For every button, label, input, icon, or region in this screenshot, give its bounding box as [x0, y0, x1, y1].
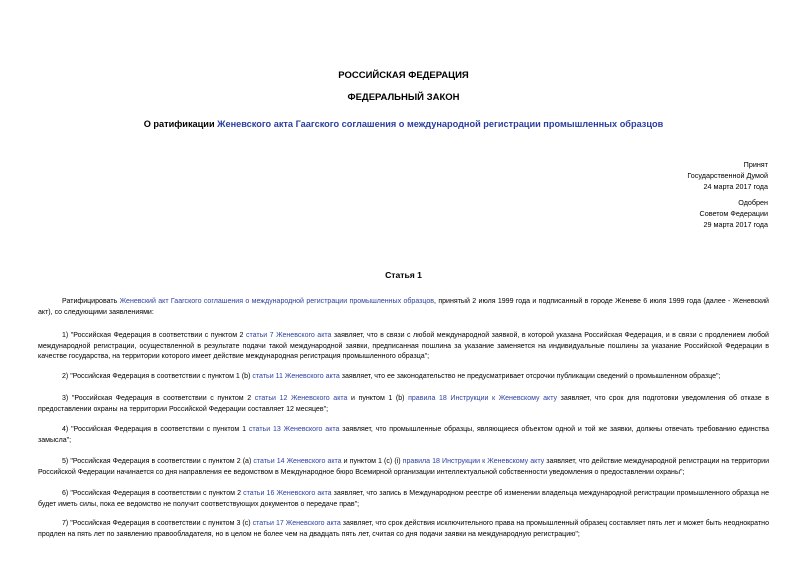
text-run: 5) "Российская Федерация в соответствии с пунктом 2 (a) — [62, 458, 254, 465]
text-run: и пунктом 1 (b) — [347, 395, 409, 402]
paragraph-1 — [38, 331, 769, 363]
adopted-by: Государственной Думой — [687, 171, 768, 180]
adoption-block — [687, 159, 768, 192]
paragraph-6 — [38, 489, 769, 510]
link-geneva-act[interactable]: Женевский акт Гаагского соглашения о международной регистрации промышленных образцов — [119, 298, 435, 305]
law-title — [0, 119, 807, 129]
paragraph-2 — [38, 372, 769, 383]
paragraph-4 — [38, 425, 769, 446]
link-article-7[interactable]: статьи 7 Женевского акта — [245, 332, 332, 339]
adopted-label: Принят — [743, 160, 768, 169]
link-rule-18[interactable]: правила 18 Инструкции к Женевскому акту — [408, 395, 558, 402]
law-title-prefix: О ратификации — [143, 119, 218, 129]
link-article-16[interactable]: статьи 16 Женевского акта — [243, 490, 332, 497]
text-run: , принятый 2 июля 1999 года и подписанный в городе Женеве 6 июля 1999 года (далее - Женевский акт), со следующими заявлениями: — [38, 298, 769, 316]
text-run: 1) "Российская Федерация в соответствии с пунктом 2 — [62, 332, 246, 339]
text-run: заявляет, что действие международной регистрации на территории Российской Федерации начинается со дня направления ее ведомством в Международное бюро Всемирной организации интеллектуальной собственности уведомления о предоставлении охраны"; — [38, 458, 770, 476]
article-heading: Статья 1 — [385, 270, 422, 280]
text-run: заявляет, что срок действия исключительного права на промышленный образец составляет пять лет и может быть неоднократно продлен на пять лет по заявлению правообладателя, но в целом не более чем на двадцать пять лет, считая со дня подачи заявки на международную регистрацию"; — [38, 520, 769, 538]
text-run: Ратифицировать — [62, 298, 120, 305]
text-run: заявляет, что запись в Международном реестре об изменении владельца международной регистрации промышленного образца не будет иметь силы, пока ее ведомство не получит соответствующих документов о передаче прав"; — [38, 490, 769, 508]
adopted-date: 24 марта 2017 года — [703, 182, 768, 191]
text-run: заявляет, что в связи с любой международной заявкой, в которой указана Российская Федерация, и в связи с продлением любой международной регистрации, осуществленной в результате подачи такой международной заявки, предписанная пошлина за указание заменяется на индивидуальные пошлины за указание Российской Федерации в качестве государства, на территории которого имеет действие международная регистрация промышленного образца"; — [38, 332, 769, 361]
approved-by: Советом Федерации — [699, 209, 768, 218]
approved-date: 29 марта 2017 года — [703, 220, 768, 229]
text-run: и пунктом 1 (c) (i) — [341, 458, 403, 465]
text-run: 6) "Российская Федерация в соответствии с пунктом 2 — [62, 490, 244, 497]
paragraph-3 — [38, 394, 769, 415]
link-article-17[interactable]: статьи 17 Женевского акта — [252, 520, 341, 527]
text-run: 3) "Российская Федерация в соответствии с пунктом 2 — [62, 395, 255, 402]
link-article-13[interactable]: статьи 13 Женевского акта — [248, 426, 340, 433]
text-run: заявляет, что срок для подготовки уведомления об отказе в предоставлении охраны на территории Российской Федерации составляет 12 месяцев"; — [38, 395, 770, 413]
approved-label: Одобрен — [738, 198, 768, 207]
text-run: заявляет, что ее законодательство не предусматривает отсрочки публикации сведений о промышленном образце"; — [339, 373, 721, 380]
text-run: заявляет, что промышленные образцы, являющиеся объектом одной и той же заявки, должны отвечать требованию единства замысла"; — [38, 426, 770, 444]
paragraph-5 — [38, 457, 769, 478]
paragraph-7 — [38, 519, 769, 540]
paragraph-intro — [38, 297, 769, 318]
link-article-12[interactable]: статьи 12 Женевского акта — [254, 395, 348, 402]
text-run: 4) "Российская Федерация в соответствии с пунктом 1 — [62, 426, 249, 433]
law-title-link[interactable]: Женевского акта Гаагского соглашения о международной регистрации промышленных образцов — [217, 119, 664, 129]
link-rule-18-b[interactable]: правила 18 Инструкции к Женевскому акту — [402, 458, 545, 465]
text-run: 2) "Российская Федерация в соответствии с пунктом 1 (b) — [62, 373, 253, 380]
country-heading: РОССИЙСКАЯ ФЕДЕРАЦИЯ — [338, 70, 469, 81]
link-article-14[interactable]: статьи 14 Женевского акта — [253, 458, 342, 465]
approval-block — [700, 197, 768, 230]
link-article-11[interactable]: статьи 11 Женевского акта — [252, 373, 340, 380]
text-run: 7) "Российская Федерация в соответствии с пунктом 3 (c) — [62, 520, 253, 527]
doc-type-heading: ФЕДЕРАЛЬНЫЙ ЗАКОН — [347, 92, 460, 103]
